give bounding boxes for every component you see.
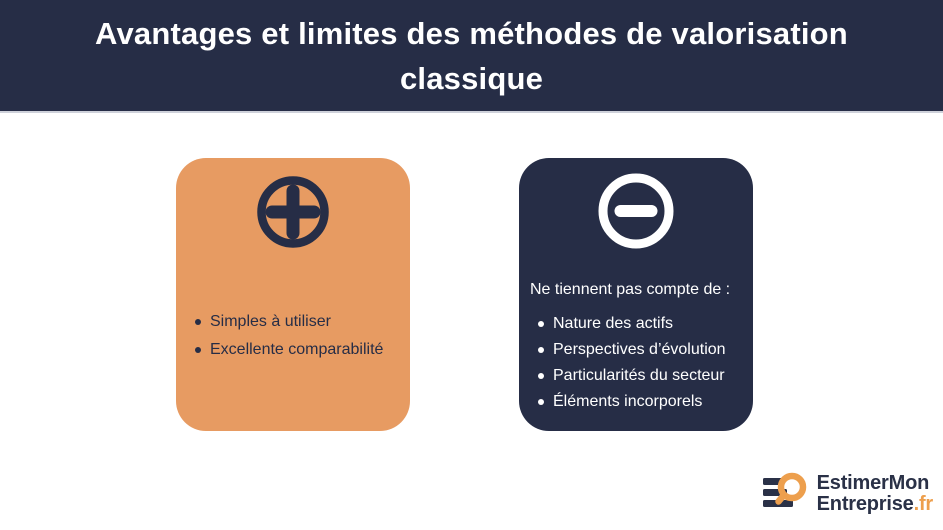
header-banner	[0, 0, 943, 113]
logo-line-1: EstimerMon	[816, 472, 930, 494]
brand-logo	[762, 471, 933, 517]
limitations-list	[519, 311, 732, 415]
title-line-2: classique	[399, 60, 544, 96]
brand-logo-icon	[762, 471, 808, 517]
advantages-card	[176, 158, 410, 431]
list-item: Simples à utiliser	[194, 308, 383, 336]
minus-circle-icon	[598, 173, 674, 249]
logo-line-2	[817, 494, 933, 515]
title-line-1: Avantages et limites des méthodes de valorisation	[95, 15, 848, 51]
list-item: Excellente comparabilité	[194, 336, 383, 364]
list-item: Nature des actifs	[537, 311, 726, 337]
list-item: Perspectives d’évolution	[537, 337, 726, 363]
brand-logo-text	[817, 473, 933, 515]
logo-tld: .fr	[913, 493, 933, 515]
limitations-heading: Ne tiennent pas compte de :	[530, 281, 731, 298]
limitations-card	[519, 158, 753, 431]
advantages-list	[176, 308, 389, 364]
page-title	[95, 11, 848, 101]
plus-circle-icon	[257, 176, 329, 248]
logo-line-2-name: Entreprise	[816, 493, 914, 515]
list-item: Particularités du secteur	[537, 363, 726, 389]
list-item: Éléments incorporels	[537, 389, 726, 415]
